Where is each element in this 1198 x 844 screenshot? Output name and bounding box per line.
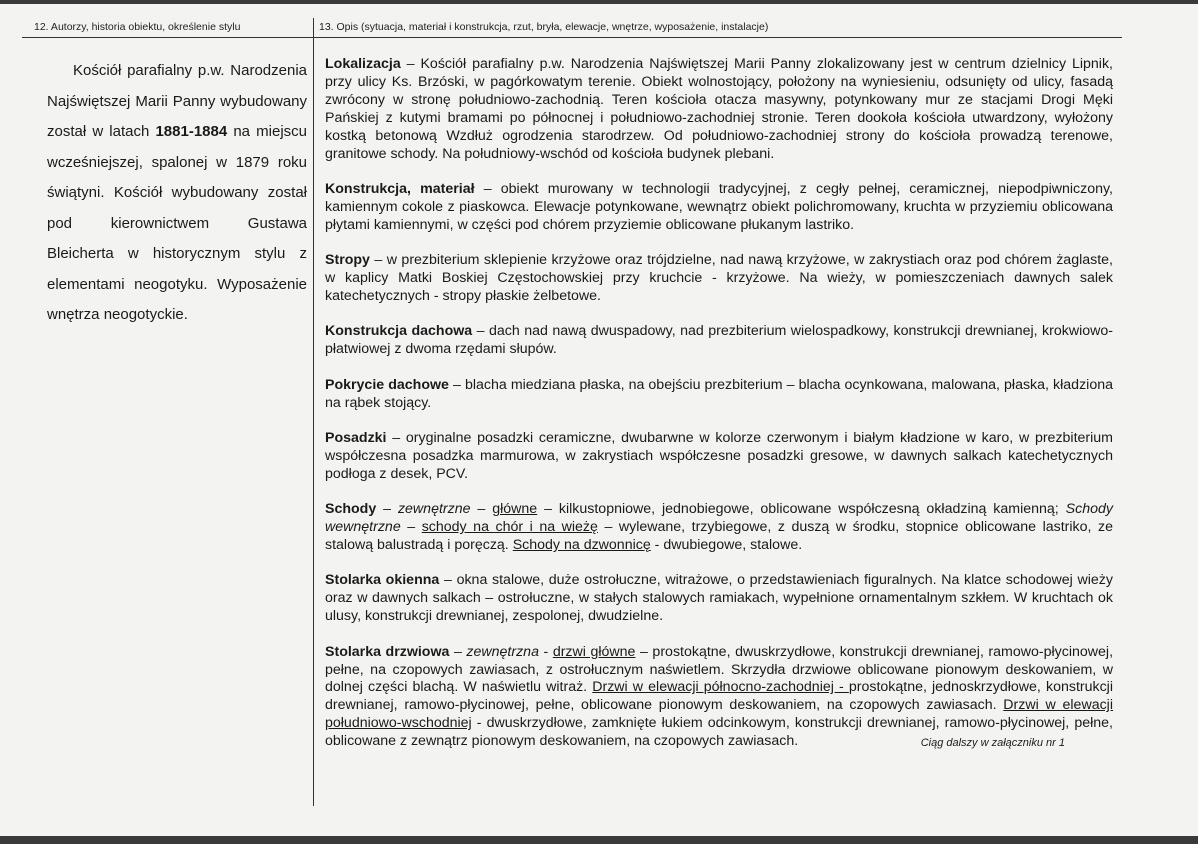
description-paragraph <box>325 323 1113 359</box>
text-span: – wylewane, trzybiegowe, z duszą w środku, stopnice oblicowane lastriko, ze stalową balustradą i poręczą. <box>325 519 1113 554</box>
text-span: Kościół parafialny p.w. Narodzenia Najświętszej Marii Panny wybudowany został w latach <box>47 62 307 140</box>
text-span: Schody na dzwonnicę <box>512 537 651 554</box>
text-span: – obiekt murowany w technologii tradycyjnej, z cegły pełnej, ceramicznej, niepodpiwniczony, kamiennym cokole z piaskowca. Elewacje potynkowane, wewnątrz obiekt polichromowany, kruchta w przyziemiu oblicowana płytami kamiennymi, w części pod chórem przyziemie oblicowane płukanym lastriko. <box>325 180 1113 233</box>
section-heading: Stropy <box>325 252 370 269</box>
section-heading: Pokrycie dachowe <box>325 376 449 393</box>
text-span: – <box>376 501 398 518</box>
section-13-header: 13. Opis (sytuacja, materiał i konstrukcja, rzut, bryła, elewacje, wnętrze, wyposażenie, instalacje) <box>319 21 769 33</box>
scan-edge-top <box>0 0 1198 4</box>
text-span: Drzwi w elewacji południowo-wschodniej <box>325 697 1113 732</box>
header-divider <box>22 37 1122 38</box>
description-text <box>325 56 1113 769</box>
history-text <box>47 56 307 331</box>
text-span: zewnętrzne <box>397 501 471 518</box>
text-span: zewnętrzna <box>466 643 539 660</box>
description-paragraph <box>325 377 1113 413</box>
text-span: drzwi główne <box>552 643 636 660</box>
description-paragraph <box>325 501 1113 555</box>
description-paragraph <box>325 430 1113 484</box>
description-paragraph <box>325 181 1113 235</box>
description-paragraph <box>325 644 1113 751</box>
text-span: – kilkustopniowe, jednobiegowe, oblicowane współczesną okładziną kamienną; <box>537 501 1066 518</box>
text-span: schody na chór i na wieżę <box>421 519 598 536</box>
text-span: prostokątne, jednoskrzydłowe, konstrukcji drewnianej, ramowo-płycinowej, pełne, oblicowane pionowym deskowaniem, na czopowych zawiasach. <box>325 679 1113 714</box>
text-span: – prostokątne, dwuskrzydłowe, konstrukcji drewnianej, ramowo-płycinowej, pełne, na czopowych zawiasach, z ostrołucznym naświetlem. Skrzydła drzwiowe oblicowane pionowym deskowaniem, w dolnej części blachą. W naświetlu witraż. <box>325 643 1114 696</box>
text-span: Schody wewnętrzne <box>325 501 1113 536</box>
section-12-header: 12. Autorzy, historia obiektu, określenie stylu <box>34 21 241 33</box>
description-paragraph <box>325 572 1113 626</box>
scan-edge-bottom <box>0 836 1198 844</box>
continuation-note: Ciąg dalszy w załączniku nr 1 <box>920 737 1065 750</box>
text-span: Drzwi w elewacji północno-zachodniej - <box>592 679 849 696</box>
section-heading: Lokalizacja <box>325 56 401 72</box>
text-span: – Kościół parafialny p.w. Narodzenia Najświętszej Marii Panny zlokalizowany jest w centrum dzielnicy Lipnik, przy ulicy Ks. Brzóski, w pagórkowatym terenie. Obiekt wolnostojący, położony na wyniesieniu, odsunięty od ulicy, fasadą zwrócony w stronę południowo-zachodnią. Teren kościoła otacza masywny, potynkowany mur ze stacjami Drogi Męki Pańskiej z kutymi bramami po północnej i południowo-zachodniej stronie. Teren dookoła kościoła utwardzony, wyłożony kostką betonową Wzdłuż ogrodzenia starodrzew. Od południowo-zachodniej strony do kościoła prowadzą terenowe, granitowe schody. Na południowy-wschód od kościoła budynek plebani. <box>325 56 1113 162</box>
text-span: – <box>470 501 493 518</box>
text-span: – oryginalne posadzki ceramiczne, dwubarwne w kolorze czerwonym i białym kładzione w karo, w prezbiterium współczesna posadzka marmurowa, w zakrystiach współczesne posadzki gresowe, w dawnych salkach katechetycznych podłoga z desek, PCV. <box>325 430 1113 482</box>
text-span: główne <box>492 501 538 518</box>
section-heading: 1881-1884 <box>155 123 228 140</box>
section-heading: Stolarka drzwiowa <box>325 643 450 660</box>
text-span: - dwubiegowe, stalowe. <box>650 537 803 554</box>
text-span: – dach nad nawą dwuspadowy, nad prezbiterium wielospadkowy, konstrukcji drewnianej, krokwiowo-płatwiowej z dwoma rzędami słupów. <box>325 323 1113 358</box>
text-span: - dwuskrzydłowe, zamknięte łukiem odcinkowym, konstrukcji drewnianej, ramowo-płycinowej, pełne, oblicowane z zewnątrz pionowym deskowaniem, na czopowych zawiasach. <box>325 715 1113 750</box>
text-span: – <box>400 519 422 536</box>
text-span: – <box>449 643 467 660</box>
section-heading: Schody <box>325 501 377 518</box>
section-heading: Stolarka okienna <box>325 572 440 589</box>
text-span: – okna stalowe, duże ostrołuczne, witrażowe, o przedstawieniach figuralnych. Na klatce schodowej wieży oraz w dawnych salkach – ostrołuczne, w stałych stalowych ramiakach, wypełnione ornamentalnym szkłem. W kruchtach ok ulusy, konstrukcji drewnianej, zespolonej, dwudzielne. <box>325 572 1113 625</box>
text-span: – blacha miedziana płaska, na obejściu prezbiterium – blacha ocynkowana, malowana, płaska, kładziona na rąbek stojący. <box>325 376 1113 411</box>
section-heading: Konstrukcja dachowa <box>325 323 473 340</box>
section-heading: Posadzki <box>325 430 387 446</box>
description-paragraph <box>325 252 1113 306</box>
text-span: – w prezbiterium sklepienie krzyżowe oraz trójdzielne, nad nawą krzyżowe, w zakrystiach oraz pod chórem żaglaste, w kaplicy Matki Boskiej Częstochowskiej przy kruchcie - krzyżowe. Na wieży, w pomieszczeniach dawnych salek katechetycznych - stropy płaskie żelbetowe. <box>325 252 1113 304</box>
column-divider <box>313 18 314 806</box>
text-span: - <box>538 643 553 660</box>
description-paragraph <box>325 56 1113 163</box>
text-span: na miejscu wcześniejszej, spalonej w 1879 roku świątyni. Kościół wybudowany został pod kierownictwem Gustawa Bleicherta w historycznym stylu z elementami neogotyku. Wyposażenie wnętrza neogotyckie. <box>47 123 307 323</box>
section-heading: Konstrukcja, materiał <box>325 180 475 197</box>
